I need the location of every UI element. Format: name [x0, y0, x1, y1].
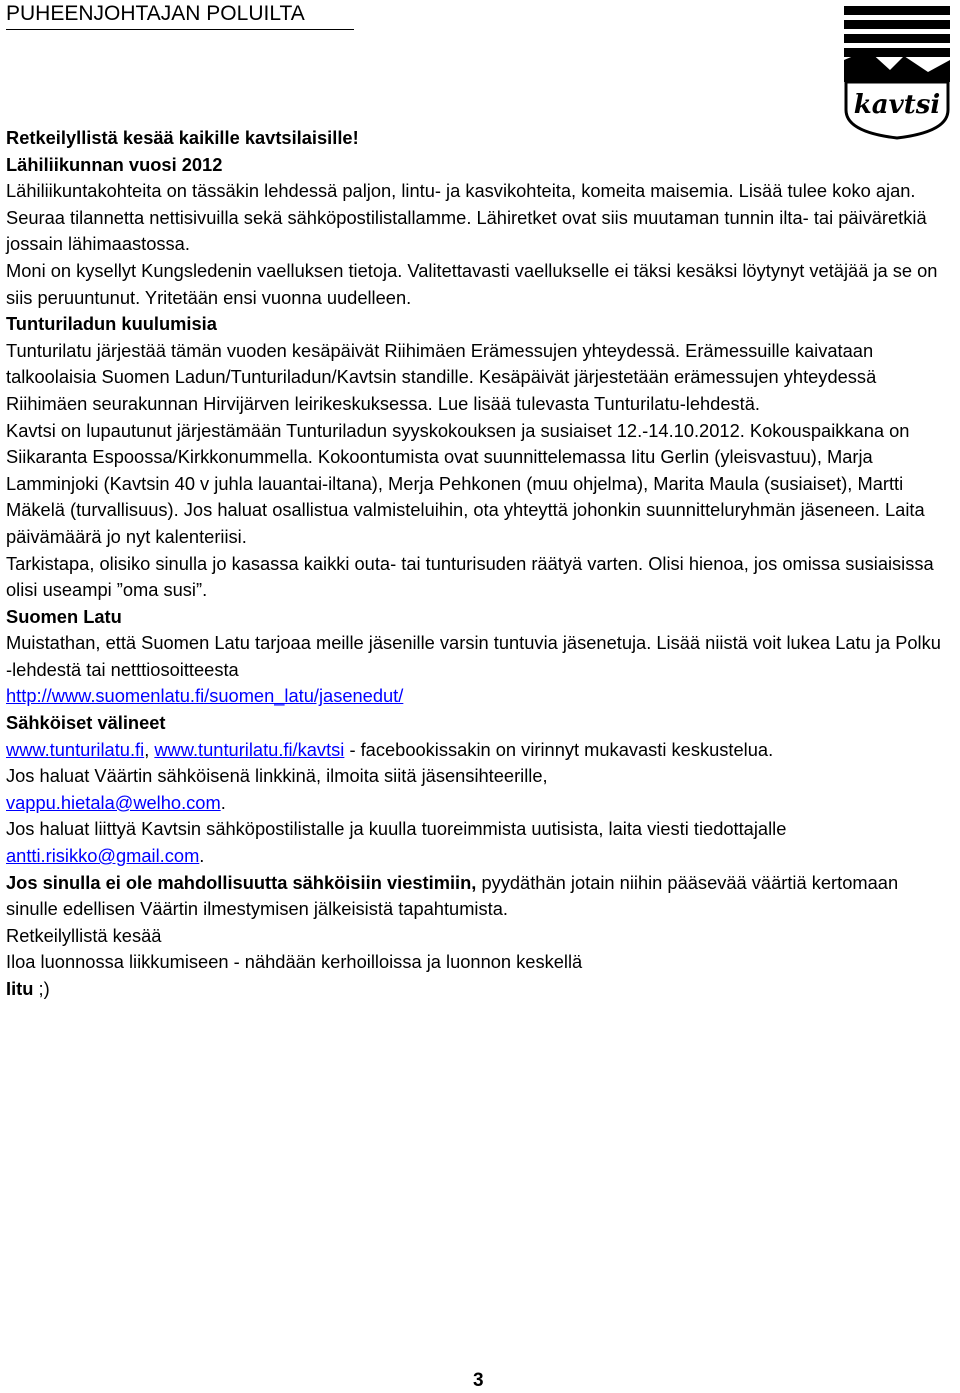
- paragraph-lahiliikunta: Lähiliikuntakohteita on tässäkin lehdessä paljon, lintu- ja kasvikohteita, komeita maisemia. Lisää tulee koko ajan. Seuraa tilannetta nettisivuilla sekä sähköpostilistallamme. Lähiretket ovat siis muutaman tunnin ilta- tai päiväretkiä jossain lähimaastossa.: [6, 180, 927, 255]
- no-electronic-bold: Jos sinulla ei ole mahdollisuutta sähköisiin viestimiin,: [6, 871, 477, 893]
- heading-lahiliikunta: Lähiliikunnan vuosi 2012: [6, 153, 223, 175]
- signature-smiley: ;): [33, 978, 50, 999]
- kavtsi-logo: [838, 0, 956, 140]
- paragraph-no-electronic: [6, 870, 951, 923]
- paragraph-mailing-list: [6, 816, 951, 869]
- logo-wordmark: kavtsi: [853, 90, 941, 120]
- paragraph-kesapaivat: Tunturilatu järjestää tämän vuoden kesäpäivät Riihimäen Erämessujen yhteydessä. Erämessuille kaivataan talkoolaisia Suomen Ladun/Tunturiladun/Kavtsin standille. Kesäpäivät järjestetään erämessujen yhteydessä Riihimäen seurakunnan Hirvijärven leirikeskuksessa. Lue lisää tulevasta Tunturilatu-lehdestä.: [6, 339, 877, 414]
- closing-line-1: Retkeilyllistä kesää: [6, 924, 162, 946]
- link-jasenedut[interactable]: http://www.suomenlatu.fi/suomen_latu/jasenedut/: [6, 685, 404, 707]
- header-underline: [6, 29, 354, 30]
- paragraph-vaarti-link: [6, 763, 951, 816]
- paragraph-kungsleden: Moni on kysellyt Kungsledenin vaelluksen tietoja. Valitettavasti vaellukselle ei täksi kesäksi löytynyt vetäjää ja se on siis peruuntunut. Yritetään ensi vuonna uudelleen.: [6, 259, 938, 308]
- mailing-list-text: Jos haluat liittyä Kavtsin sähköpostilistalle ja kuulla tuoreimmista uutisista, laita viesti tiedottajalle: [6, 818, 787, 840]
- link-separator: ,: [144, 738, 155, 760]
- period: .: [199, 845, 205, 867]
- signature-name: Iitu: [6, 978, 34, 999]
- heading-sahkoiset: Sähköiset välineet: [6, 712, 166, 734]
- no-electronic-rest: pyydäthän jotain niihin pääsevää väärtiä kertomaan sinulle edellisen Väärtin ilmestymisen jälkeisistä tapahtumista.: [6, 871, 899, 920]
- closing-line-2: Iloa luonnossa liikkumiseen - nähdään kerhoilloissa ja luonnon keskellä: [6, 951, 583, 973]
- page-header: [6, 0, 354, 30]
- section-title: PUHEENJOHTAJAN POLUILTA: [6, 2, 305, 25]
- heading-suomen-latu: Suomen Latu: [6, 605, 122, 627]
- signature: [6, 976, 951, 1003]
- vaarti-text: Jos haluat Väärtin sähköisenä linkkinä, ilmoita siitä jäsensihteerille,: [6, 765, 548, 787]
- jasenedut-text: Muistathan, että Suomen Latu tarjoaa meille jäsenille varsin tuntuvia jäsenetuja. Lisää niistä voit lukea Latu ja Polku -lehdestä tai netttiosoitteesta: [6, 632, 941, 680]
- article-body: [6, 125, 951, 1003]
- link-kavtsi[interactable]: www.tunturilatu.fi/kavtsi: [154, 738, 345, 760]
- greeting: Retkeilyllistä kesää kaikille kavtsilaisille!: [6, 127, 359, 148]
- link-vappu-email[interactable]: vappu.hietala@welho.com: [6, 791, 221, 813]
- link-tunturilatu[interactable]: www.tunturilatu.fi: [6, 738, 145, 760]
- page-number: 3: [473, 1370, 484, 1391]
- link-antti-email[interactable]: antti.risikko@gmail.com: [6, 845, 200, 867]
- heading-tunturiladun: Tunturiladun kuulumisia: [6, 313, 217, 335]
- paragraph-jasenedut: [6, 630, 951, 710]
- paragraph-raatya: Tarkistapa, olisiko sinulla jo kasassa kaikki outa- tai tunturisuden räätyä varten. Olisi hienoa, jos omissa susiaisissa olisi useampi ”oma susi”.: [6, 552, 934, 601]
- facebook-text: - facebookissakin on virinnyt mukavasti keskustelua.: [344, 738, 774, 760]
- period: .: [220, 791, 226, 813]
- paragraph-syyskokous: Kavtsi on lupautunut järjestämään Tunturiladun syyskokouksen ja susiaiset 12.-14.10.2012. Kokouspaikkana on Siikaranta Espoossa/Kirkkonummella. Kokoontumista ovat suunnittelemassa Iitu Gerlin (yleisvastuu), Marja Lamminjoki (Kavtsin 40 v juhla lauantai-iltana), Merja Pehkonen (muu ohjelma), Marita Maula (susiaiset), Martti Mäkelä (turvallisuus). Jos haluat osallistua valmisteluihin, ota yhteyttä johonkin suunnitteluryhmän jäseneen. Laita päivämäärä jo nyt kalenteriisi.: [6, 419, 925, 547]
- paragraph-links: [6, 737, 951, 764]
